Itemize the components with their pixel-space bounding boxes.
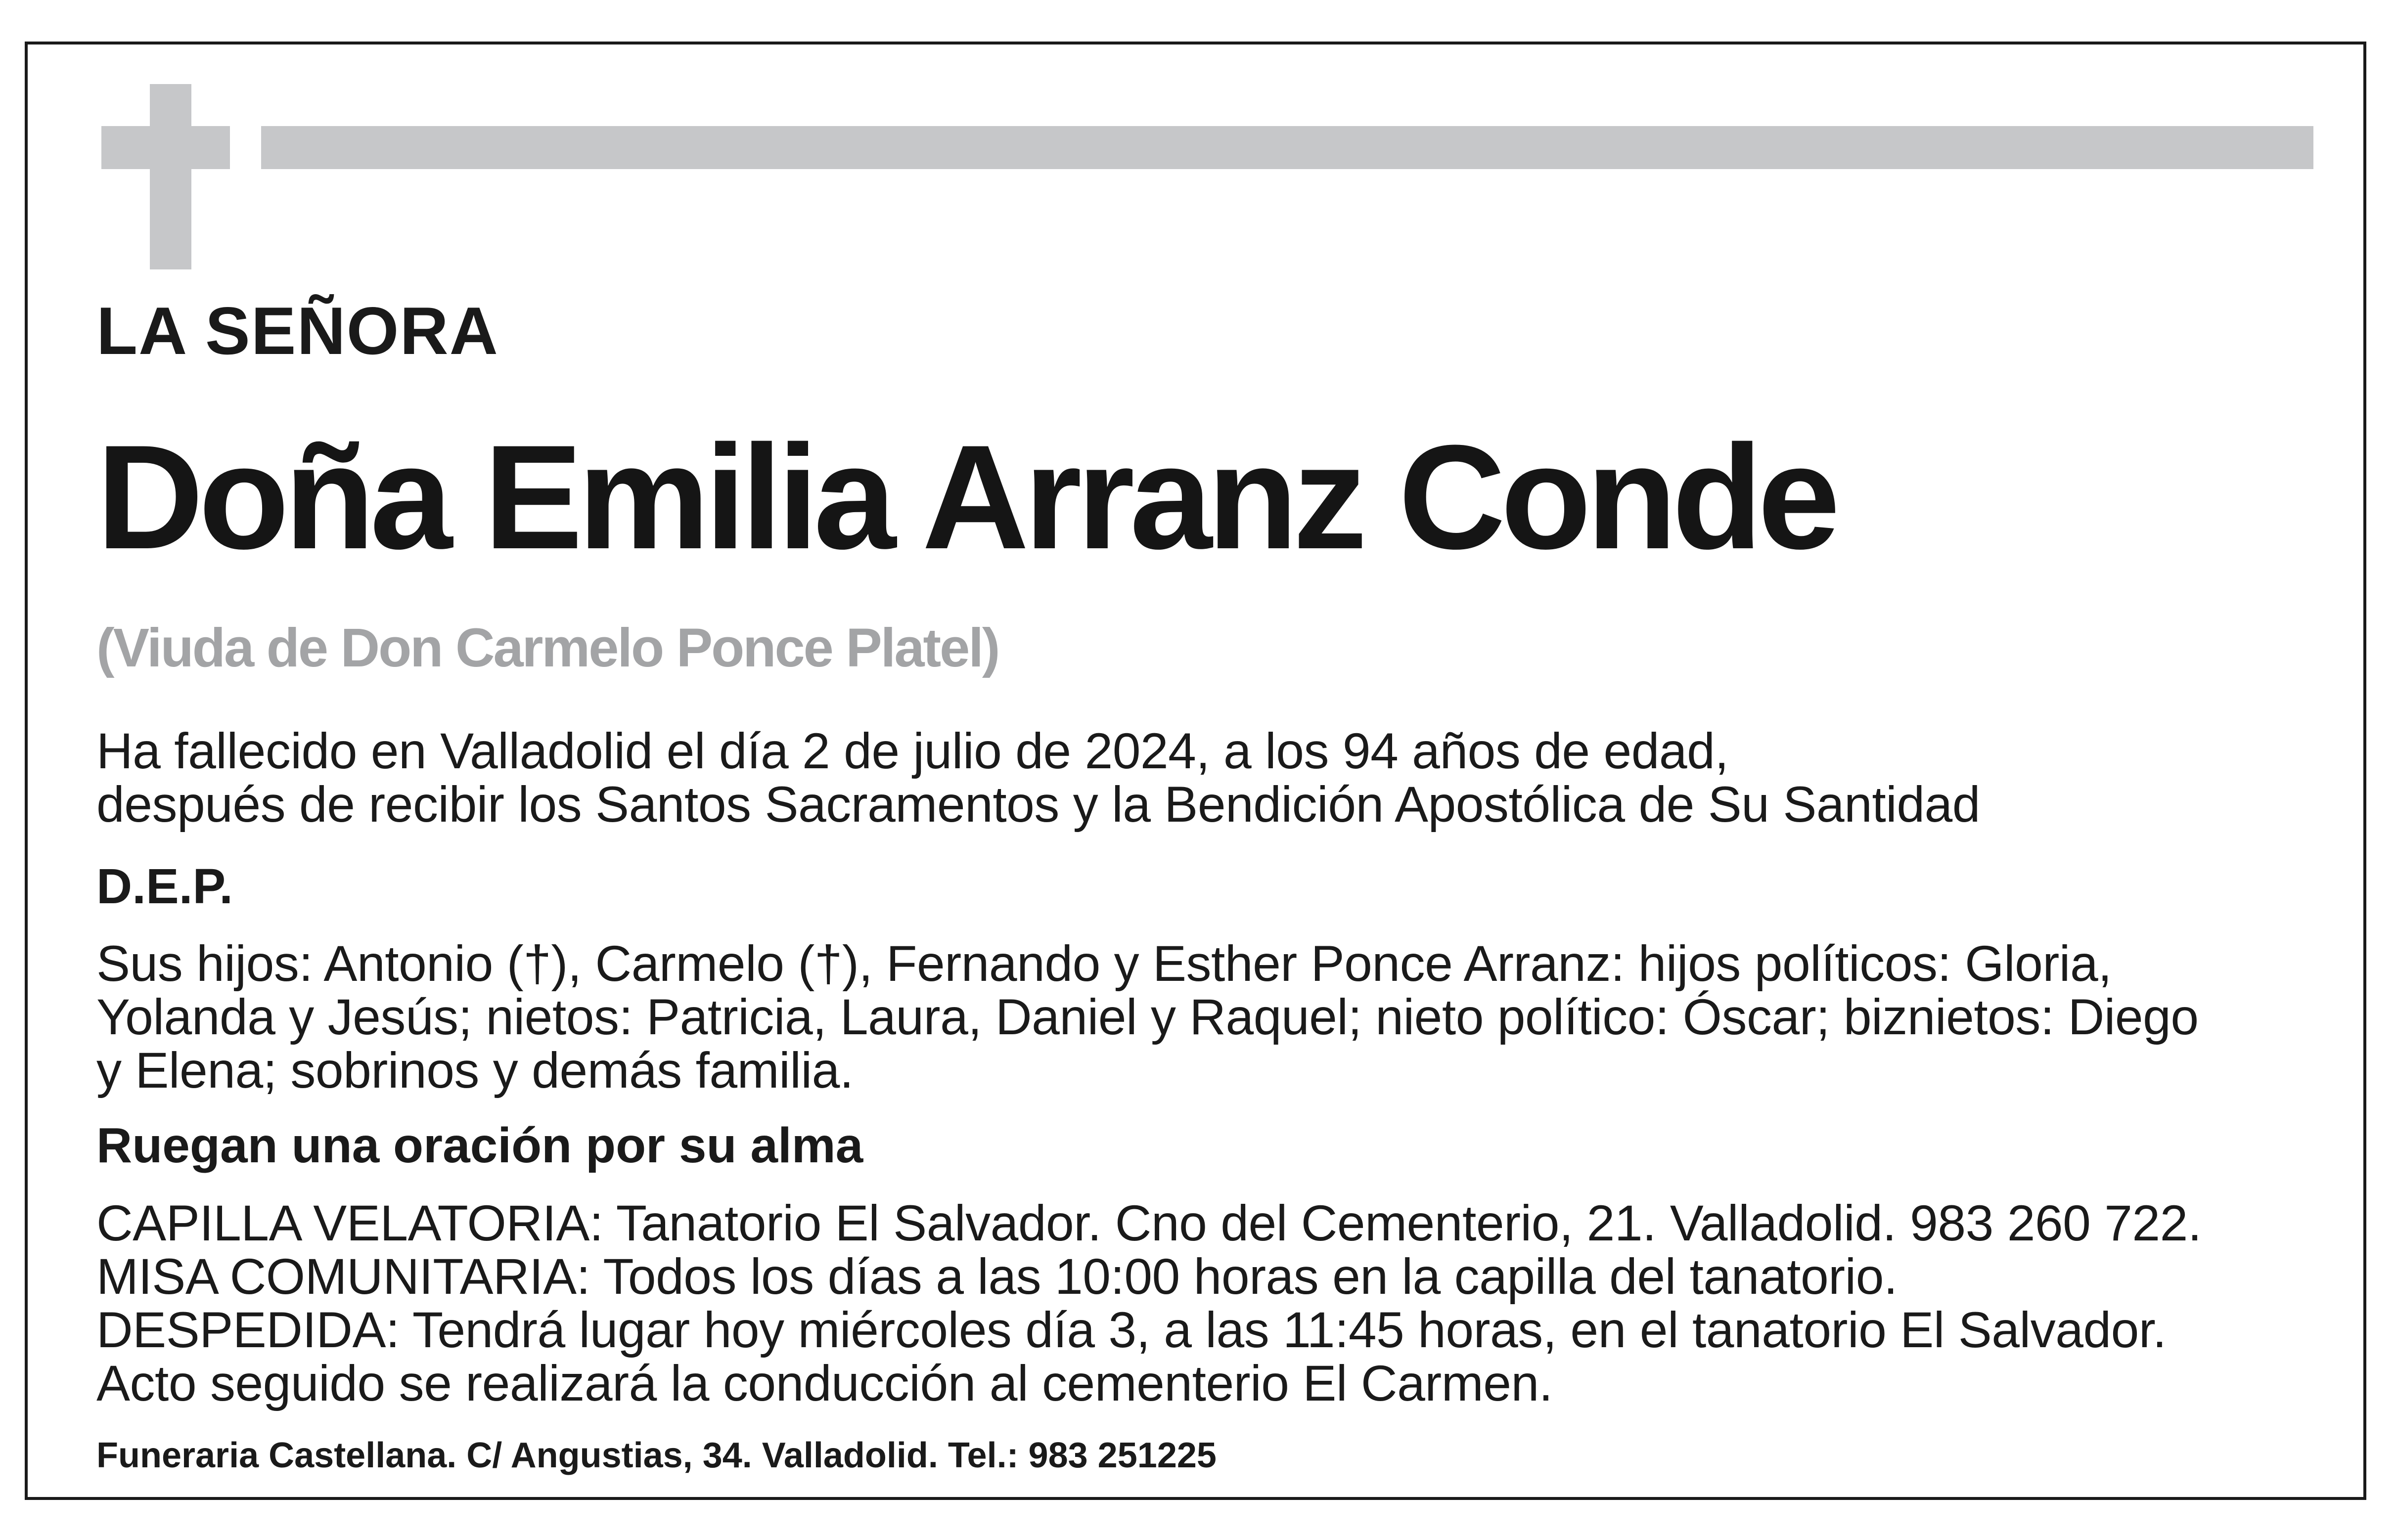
family-line: Yolanda y Jesús; nietos: Patricia, Laura, Daniel y Raquel; nieto político: Óscar; biznietos: Diego [96, 989, 2199, 1045]
honorific: LA SEÑORA [96, 293, 499, 368]
service-line-mass: MISA COMUNITARIA: Todos los días a las 10:00 horas en la capilla del tanatorio. [96, 1248, 1898, 1305]
service-line-burial: Acto seguido se realizará la conducción al cementerio El Carmen. [96, 1355, 1553, 1411]
header-rule [261, 126, 2313, 169]
prayer-request: Ruegan una oración por su alma [96, 1118, 863, 1173]
funeral-home-footer: Funeraria Castellana. C/ Angustias, 34. Valladolid. Tel.: 983 251225 [96, 1436, 1217, 1475]
service-line-chapel: CAPILLA VELATORIA: Tanatorio El Salvador. Cno del Cementerio, 21. Valladolid. 983 260 722. [96, 1195, 2202, 1251]
service-line-farewell: DESPEDIDA: Tendrá lugar hoy miércoles día 3, a las 11:45 horas, en el tanatorio El Salvador. [96, 1302, 2167, 1358]
deceased-name: Doña Emilia Arranz Conde [96, 414, 1836, 580]
cross-vertical-bar [150, 84, 191, 269]
family-line: Sus hijos: Antonio (†), Carmelo (†), Fernando y Esther Ponce Arranz: hijos políticos: Gloria, [96, 935, 2112, 992]
cross-horizontal-bar [101, 126, 230, 169]
death-announcement-line: después de recibir los Santos Sacramentos y la Bendición Apostólica de Su Santidad [96, 776, 1981, 833]
death-announcement-line: Ha fallecido en Valladolid el día 2 de julio de 2024, a los 94 años de edad, [96, 723, 1729, 779]
rip-label: D.E.P. [96, 859, 233, 914]
widow-note: (Viuda de Don Carmelo Ponce Platel) [96, 617, 999, 678]
family-line: y Elena; sobrinos y demás familia. [96, 1042, 854, 1099]
